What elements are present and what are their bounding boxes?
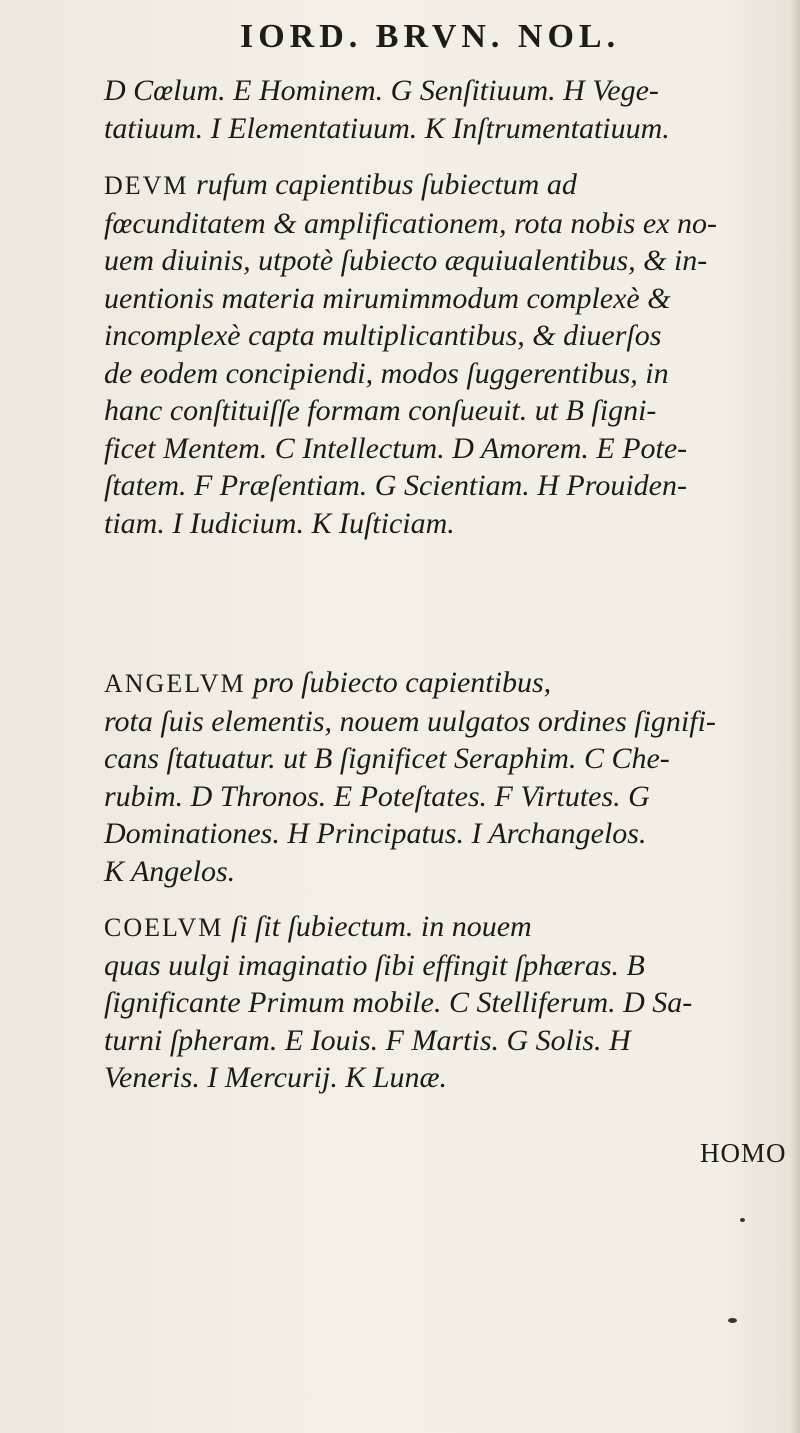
paragraph-angelvm — [104, 664, 794, 890]
text-line: tiam. I Iudicium. K Iuſticiam. — [104, 506, 455, 540]
text-line: turni ſpheram. E Iouis. F Martis. G Solis. H — [104, 1023, 631, 1057]
text-line: rubim. D Thronos. E Poteſtates. F Virtutes. G — [104, 779, 650, 813]
catchword: HOMO — [700, 1138, 787, 1168]
paragraph-lead-word: COELVM — [104, 913, 224, 942]
text-line — [104, 166, 794, 205]
text-line: K Angelos. — [104, 854, 236, 888]
paragraph-lead-word: DEVM — [104, 171, 189, 200]
text-line: ſtatem. F Præſentiam. G Scientiam. H Prouiden- — [104, 469, 687, 502]
text-line: Veneris. I Mercurij. K Lunæ. — [104, 1061, 448, 1094]
text-line: fœcunditatem & amplificationem, rota nobis ex no- — [104, 206, 717, 240]
text-line: cans ſtatuatur. ut B ſignificet Seraphim. C Che- — [104, 742, 670, 775]
text-line: Dominationes. H Principatus. I Archangelos. — [104, 817, 647, 850]
paragraph-legend-caelum — [104, 72, 794, 147]
paragraph-devm — [104, 166, 794, 542]
text-fragment: ſi ſit ſubiectum. in nouem — [223, 910, 532, 943]
text-line: ſignificante Primum mobile. C Stelliferum. D Sa- — [104, 986, 693, 1019]
text-line: rota ſuis elementis, nouem uulgatos ordines ſignifi- — [104, 704, 716, 738]
text-line: quas uulgi imaginatio ſibi effingit ſphæras. B — [104, 948, 645, 982]
running-title: IORD. BRVN. NOL. — [240, 18, 621, 55]
text-line: hanc conſtituiſſe formam conſueuit. ut B ſigni- — [104, 394, 657, 427]
text-line — [104, 664, 794, 703]
text-line: uentionis materia mirumimmodum complexè & — [104, 281, 671, 315]
paragraph-lead-word: ANGELVM — [104, 669, 246, 698]
text-fragment: rufum capientibus ſubiectum ad — [188, 168, 577, 201]
text-line: uem diuinis, utpotè ſubiecto æquiualentibus, & in- — [104, 244, 708, 277]
text-line — [104, 908, 794, 947]
text-line: incomplexè capta multiplicantibus, & diuerſos — [104, 319, 662, 352]
text-line: ficet Mentem. C Intellectum. D Amorem. E Pote- — [104, 431, 688, 465]
text-line: de eodem concipiendi, modos ſuggerentibus, in — [104, 356, 669, 390]
text-line: D Cœlum. E Hominem. G Senſitiuum. H Vege- — [104, 74, 659, 107]
ink-speck — [740, 1218, 745, 1222]
text-line: tatiuum. I Elementatiuum. K Inſtrumentatiuum. — [104, 111, 670, 145]
ink-speck — [728, 1318, 737, 1323]
paragraph-coelvm — [104, 908, 794, 1097]
text-fragment: pro ſubiecto capientibus, — [245, 666, 552, 699]
